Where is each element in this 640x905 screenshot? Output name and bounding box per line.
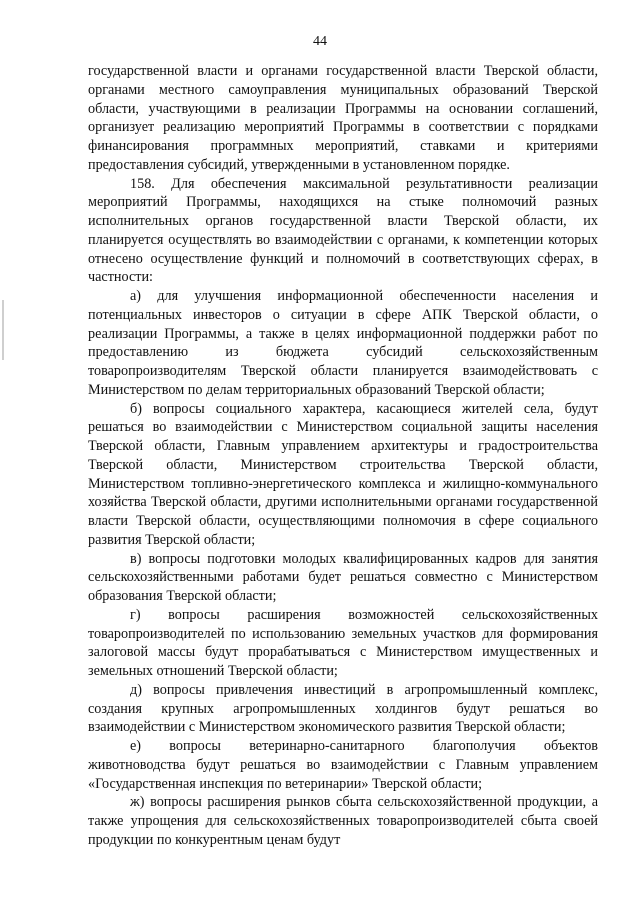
paragraph-item-g: г) вопросы расширения возможностей сельскохозяйственных товаропроизводителей по использованию земельных участков для формирования залоговой массы будут прорабатываться с Министерством имущественных и земельных отношений Тверской области; <box>88 606 598 679</box>
paragraph-continuation: государственной власти и органами государственной власти Тверской области, органами местного самоуправления муниципальных образований Тверской области, участвующими в реализации Программы на основании соглашений, организует реализацию мероприятий Программы в соответствии с порядками финансирования программных мероприятий, ставками и критериями предоставления субсидий, утвержденными в установленном порядке. <box>88 63 598 173</box>
paragraph-item-v: в) вопросы подготовки молодых квалифицированных кадров для занятия сельскохозяйственными работами будет решаться совместно с Министерством образования Тверской области; <box>88 550 598 604</box>
paragraph-item-d: д) вопросы привлечения инвестиций в агропромышленный комплекс, создания крупных агропромышленных холдингов будут решаться во взаимодействии с Министерством экономического развития Тверской области; <box>88 681 598 736</box>
paragraph-item-b: б) вопросы социального характера, касающиеся жителей села, будут решаться во взаимодействии с Министерством социальной защиты населения Тверской области, Главным управлением архитектуры и градостроительства Тверской области, Министерством строительства Тверской области, Министерством топливно-энергетического комплекса и жилищно-коммунального хозяйства Тверской области, другими исполнительными органами государственной власти Тверской области, осуществляющими полномочия в сфере социального развития Тверской области; <box>88 400 598 548</box>
paragraph-item-a: а) для улучшения информационной обеспеченности населения и потенциальных инвесторов о ситуации в сфере АПК Тверской области, о реализации Программы, а также в целях информационной поддержки работ по предоставлению из бюджета субсидий сельскохозяйственным товаропроизводителям Тверской области планируется взаимодействовать с Министерством по делам территориальных образований Тверской области; <box>88 288 598 398</box>
paragraph-158: 158. Для обеспечения максимальной результативности реализации мероприятий Программы, находящихся на стыке полномочий разных исполнительных органов государственной власти Тверской области, их планируется осуществлять во взаимодействии с органами, к компетенции которых отнесено осуществление функций и полномочий в соответствующих сферах, в частности: <box>88 175 598 286</box>
paragraph-item-zh: ж) вопросы расширения рынков сбыта сельскохозяйственной продукции, а также упрощения для сельскохозяйственных товаропроизводителей сбыта своей продукции по конкурентным ценам будут <box>88 794 598 848</box>
document-body <box>88 62 598 850</box>
paragraph-item-e: е) вопросы ветеринарно-санитарного благополучия объектов животноводства будут решаться во взаимодействии с Главным управлением «Государственная инспекция по ветеринарии» Тверской области; <box>88 738 598 792</box>
page-number: 44 <box>313 34 327 49</box>
scan-edge-mark <box>2 300 4 360</box>
